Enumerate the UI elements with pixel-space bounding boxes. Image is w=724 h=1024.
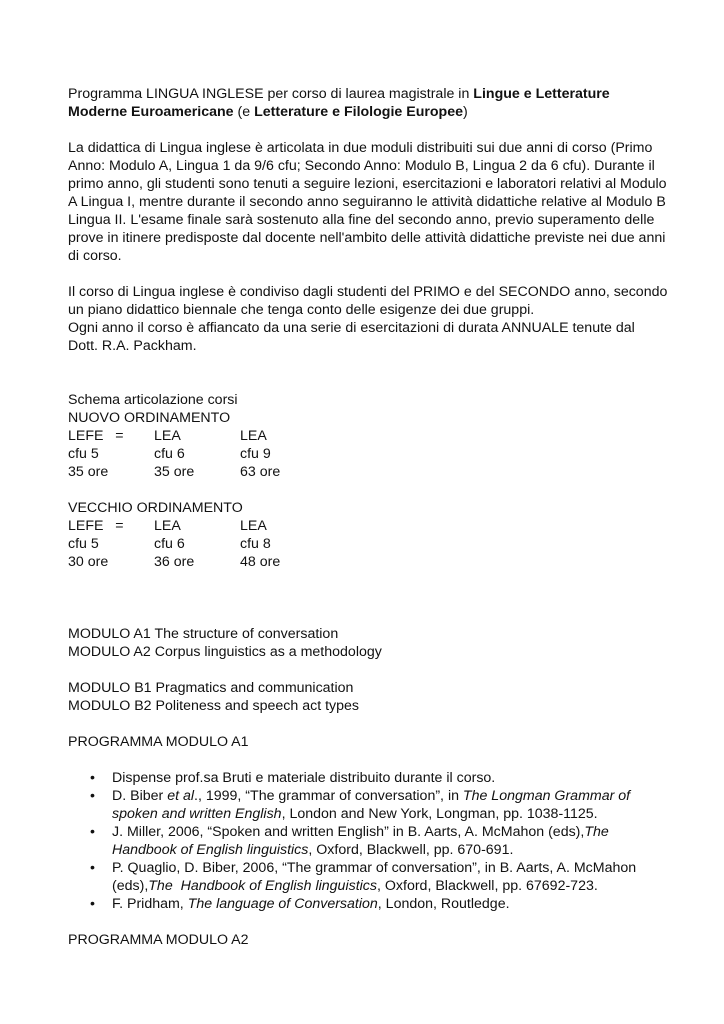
table-cell: LEA <box>154 518 181 534</box>
course-info-line-1: Il corso di Lingua inglese è condiviso dagli studenti del PRIMO e del SECONDO anno, secondo un piano didattico biennale che tenga conto delle esigenze dei due gruppi. <box>68 284 668 318</box>
table-row <box>68 535 668 553</box>
heading-alt-degree-name: Letterature e Filologie Europee <box>254 104 463 120</box>
table-row <box>68 427 668 445</box>
table-cell: cfu 5 <box>68 446 99 462</box>
programma-a2-title: PROGRAMMA MODULO A2 <box>68 932 249 948</box>
document-heading <box>68 85 668 121</box>
bullet-icon: • <box>90 824 95 840</box>
module-b1: MODULO B1 Pragmatics and communication <box>68 680 354 696</box>
heading-prefix: Programma LINGUA INGLESE per corso di laurea magistrale in <box>68 86 474 102</box>
reference-text: , Oxford, Blackwell, pp. 670-691. <box>308 842 514 858</box>
list-item <box>68 769 668 787</box>
schema-title: Schema articolazione corsi <box>68 392 238 408</box>
reference-list <box>68 769 668 913</box>
vecchio-ordinamento-label: VECCHIO ORDINAMENTO <box>68 500 243 516</box>
bullet-icon: • <box>90 788 95 804</box>
vecchio-ordinamento-table <box>68 517 668 571</box>
course-info-line-2: Ogni anno il corso è affiancato da una serie di esercitazioni di durata ANNUALE tenute dal Dott. R.A. Packham. <box>68 320 635 354</box>
list-item <box>68 823 668 859</box>
module-a1: MODULO A1 The structure of conversation <box>68 626 339 642</box>
reference-text: F. Pridham, <box>112 896 188 912</box>
reference-book-title: The Handbook of English linguistics <box>148 878 377 894</box>
reference-book-title: The Handbook of English linguistics <box>112 824 609 858</box>
list-item <box>68 787 668 823</box>
table-cell: 63 ore <box>240 464 281 480</box>
table-cell: 35 ore <box>68 464 109 480</box>
table-cell: 36 ore <box>154 554 195 570</box>
reference-text: Dispense prof.sa Bruti e materiale distribuito durante il corso. <box>112 770 496 786</box>
module-list-b <box>68 679 668 715</box>
reference-text: , Oxford, Blackwell, pp. 67692-723. <box>376 878 598 894</box>
table-row <box>68 445 668 463</box>
list-item <box>68 859 668 895</box>
table-row <box>68 517 668 535</box>
module-list-a <box>68 625 668 661</box>
document-page <box>68 85 668 949</box>
reference-italic: et al <box>167 788 195 804</box>
programma-a1-title: PROGRAMMA MODULO A1 <box>68 734 249 750</box>
list-item <box>68 895 668 913</box>
table-cell: 48 ore <box>240 554 281 570</box>
table-cell: cfu 9 <box>240 446 271 462</box>
reference-book-title: The Longman Grammar of spoken and written English <box>112 788 631 822</box>
reference-book-title: The language of Conversation <box>187 896 378 912</box>
table-cell: LEFE = <box>68 518 124 534</box>
table-cell: 30 ore <box>68 554 109 570</box>
bullet-icon: • <box>90 860 95 876</box>
table-row <box>68 463 668 481</box>
reference-text: P. Quaglio, D. Biber, 2006, “The grammar of conversation”, in B. Aarts, A. McMahon (eds), <box>112 860 637 894</box>
module-b2: MODULO B2 Politeness and speech act types <box>68 698 359 714</box>
intro-paragraph: La didattica di Lingua inglese è articolata in due moduli distribuiti sui due anni di corso (Primo Anno: Modulo A, Lingua 1 da 9/6 cfu; Secondo Anno: Modulo B, Lingua 2 da 6 cfu). Durante il primo anno, gli studenti sono tenuti a seguire lezioni, esercitazioni e laboratori relativi al Modulo A Lingua I, mentre durante il secondo anno seguiranno le attività didattiche relative al Modulo B Lingua II. L'esame finale sarà sostenuto alla fine del secondo anno, previo superamento delle prove in itinere predisposte dal docente nell'ambito delle attività didattiche previste nei due anni di corso. <box>68 140 667 264</box>
reference-text: ., 1999, “The grammar of conversation”, in <box>194 788 463 804</box>
course-info-paragraph <box>68 283 668 355</box>
table-cell: LEA <box>154 428 181 444</box>
table-cell: 35 ore <box>154 464 195 480</box>
heading-suffix: ) <box>463 104 468 120</box>
nuovo-ordinamento-table <box>68 427 668 481</box>
reference-text: , London, Routledge. <box>377 896 510 912</box>
heading-degree-name: Lingue e Letterature Moderne Euroamericane <box>68 86 610 120</box>
table-cell: cfu 5 <box>68 536 99 552</box>
table-cell: cfu 6 <box>154 446 185 462</box>
heading-mid: (e <box>233 104 255 120</box>
table-row <box>68 553 668 571</box>
table-cell: cfu 8 <box>240 536 271 552</box>
table-cell: LEA <box>240 518 267 534</box>
table-cell: LEA <box>240 428 267 444</box>
schema-section <box>68 391 668 571</box>
nuovo-ordinamento-label: NUOVO ORDINAMENTO <box>68 410 231 426</box>
reference-text: D. Biber <box>112 788 168 804</box>
bullet-icon: • <box>90 896 95 912</box>
reference-text: J. Miller, 2006, “Spoken and written English” in B. Aarts, A. McMahon (eds), <box>112 824 585 840</box>
table-cell: LEFE = <box>68 428 124 444</box>
table-cell: cfu 6 <box>154 536 185 552</box>
bullet-icon: • <box>90 770 95 786</box>
reference-text: , London and New York, Longman, pp. 1038-1125. <box>281 806 598 822</box>
module-a2: MODULO A2 Corpus linguistics as a methodology <box>68 644 382 660</box>
